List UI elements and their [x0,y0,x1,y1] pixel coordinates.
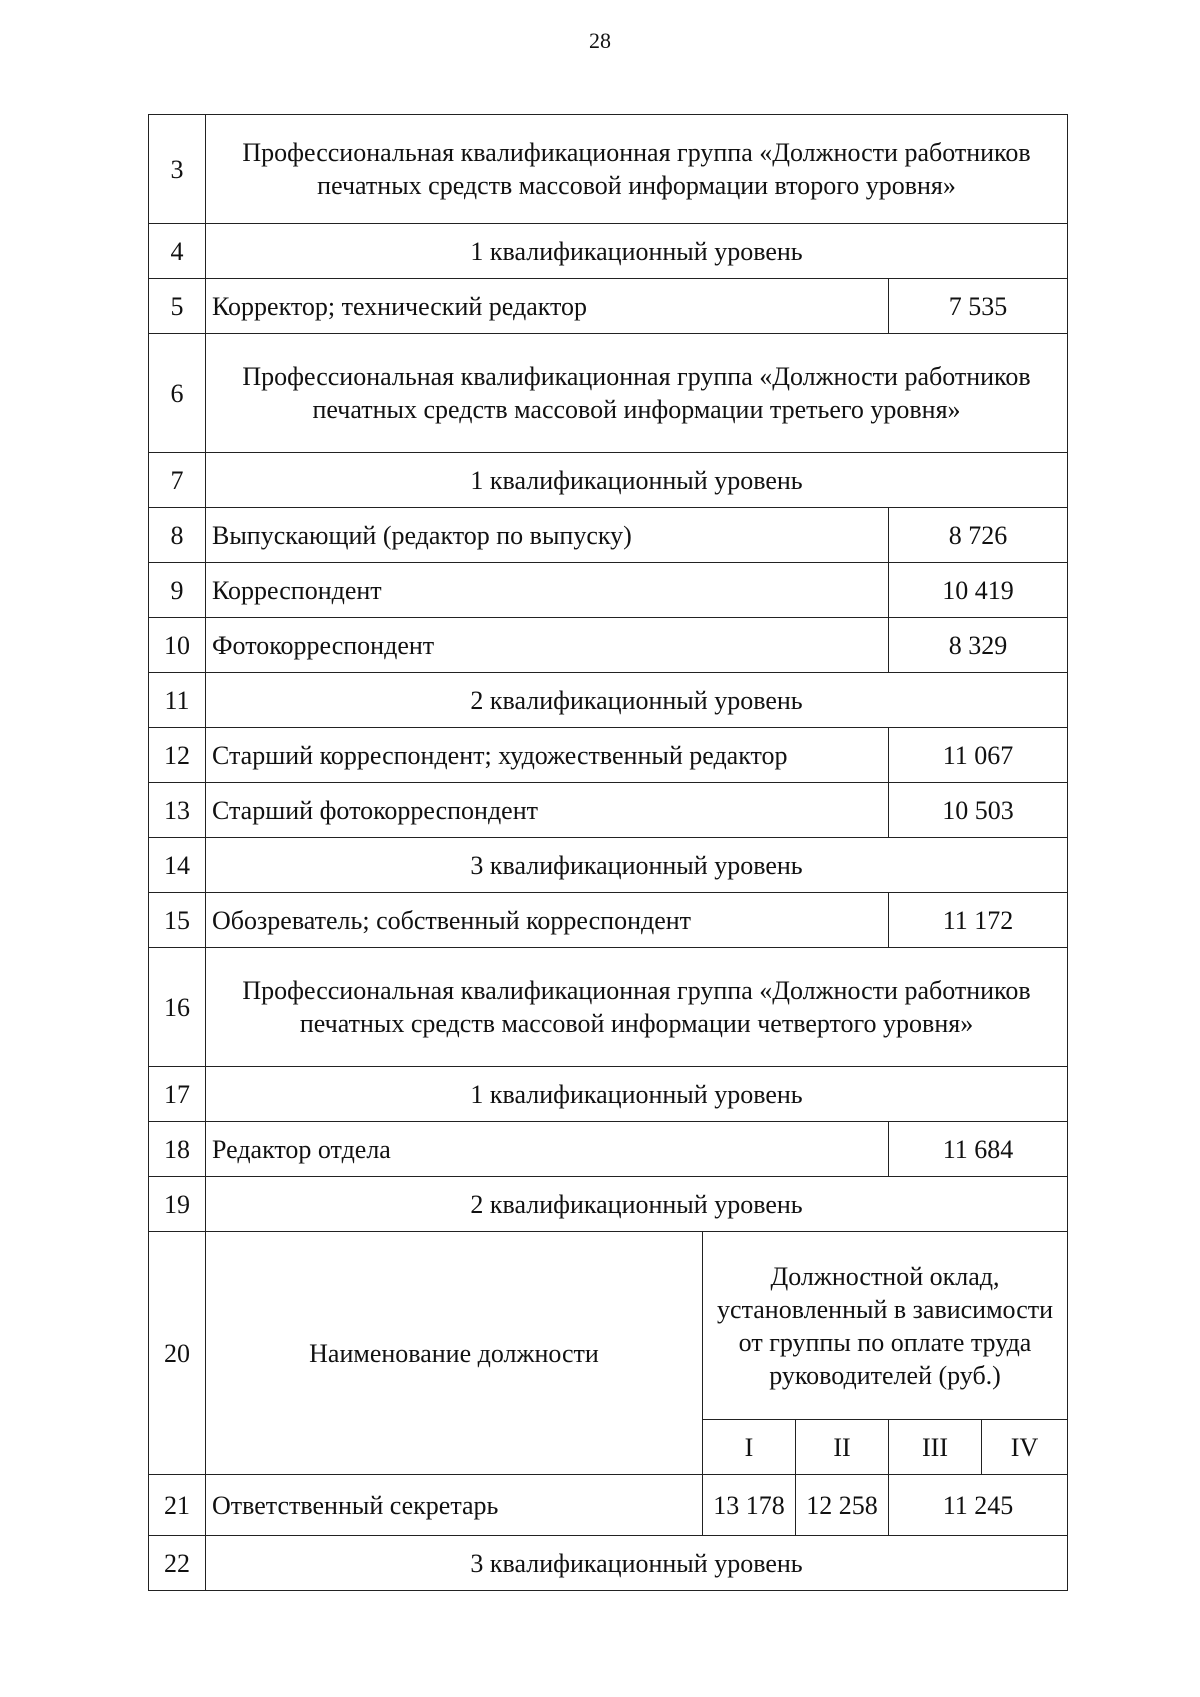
row-number: 5 [149,279,206,334]
salary-value: 13 178 [703,1475,796,1536]
position-name: Старший корреспондент; художественный редактор [206,728,889,783]
salary-value: 11 245 [889,1475,1068,1536]
group-column-header: IV [982,1420,1068,1475]
row-number: 18 [149,1122,206,1177]
group-heading: Профессиональная квалификационная группа «Должности работников печатных средств массовой информации третьего уровня» [206,334,1068,453]
row-number: 13 [149,783,206,838]
table-row [149,1122,1068,1177]
table-row [149,563,1068,618]
position-name: Обозреватель; собственный корреспондент [206,893,889,948]
salary-value: 11 172 [889,893,1068,948]
level-heading: 2 квалификационный уровень [206,673,1068,728]
table-row [149,1536,1068,1591]
row-number: 19 [149,1177,206,1232]
table-row [149,618,1068,673]
level-heading: 3 квалификационный уровень [206,838,1068,893]
row-number: 16 [149,948,206,1067]
position-name: Редактор отдела [206,1122,889,1177]
table-row [149,948,1068,1067]
row-number: 22 [149,1536,206,1591]
row-number: 6 [149,334,206,453]
page-number: 28 [589,28,611,53]
position-name: Корректор; технический редактор [206,279,889,334]
position-name: Корреспондент [206,563,889,618]
salary-table [148,114,1068,1591]
table-row [149,115,1068,224]
row-number: 8 [149,508,206,563]
row-number: 10 [149,618,206,673]
level-heading: 2 квалификационный уровень [206,1177,1068,1232]
table-row [149,728,1068,783]
row-number: 11 [149,673,206,728]
row-number: 17 [149,1067,206,1122]
salary-column-header: Должностной оклад, установленный в зависимости от группы по оплате труда руководителей (руб.) [703,1232,1068,1420]
position-name: Фотокорреспондент [206,618,889,673]
group-column-header: I [703,1420,796,1475]
level-heading: 3 квалификационный уровень [206,1536,1068,1591]
table-row [149,893,1068,948]
group-column-header: III [889,1420,982,1475]
row-number: 15 [149,893,206,948]
table-row [149,673,1068,728]
salary-value: 10 503 [889,783,1068,838]
salary-value: 8 726 [889,508,1068,563]
level-heading: 1 квалификационный уровень [206,1067,1068,1122]
row-number: 12 [149,728,206,783]
table-row [149,783,1068,838]
level-heading: 1 квалификационный уровень [206,453,1068,508]
table-row [149,838,1068,893]
table-row [149,224,1068,279]
salary-value: 11 684 [889,1122,1068,1177]
group-heading: Профессиональная квалификационная группа «Должности работников печатных средств массовой информации четвертого уровня» [206,948,1068,1067]
row-number: 4 [149,224,206,279]
salary-value: 11 067 [889,728,1068,783]
salary-value: 8 329 [889,618,1068,673]
table-row [149,1475,1068,1536]
table-row [149,1177,1068,1232]
salary-value: 7 535 [889,279,1068,334]
row-number: 9 [149,563,206,618]
position-name: Ответственный секретарь [206,1475,703,1536]
position-name: Выпускающий (редактор по выпуску) [206,508,889,563]
salary-value: 12 258 [796,1475,889,1536]
level-heading: 1 квалификационный уровень [206,224,1068,279]
table-row [149,279,1068,334]
group-column-header: II [796,1420,889,1475]
row-number: 20 [149,1232,206,1475]
group-heading: Профессиональная квалификационная группа «Должности работников печатных средств массовой информации второго уровня» [206,115,1068,224]
row-number: 21 [149,1475,206,1536]
name-column-header: Наименование должности [206,1232,703,1475]
table-row [149,1232,1068,1420]
salary-value: 10 419 [889,563,1068,618]
table-row [149,453,1068,508]
row-number: 3 [149,115,206,224]
row-number: 14 [149,838,206,893]
position-name: Старший фотокорреспондент [206,783,889,838]
row-number: 7 [149,453,206,508]
table-row [149,334,1068,453]
table-row [149,508,1068,563]
table-row [149,1067,1068,1122]
